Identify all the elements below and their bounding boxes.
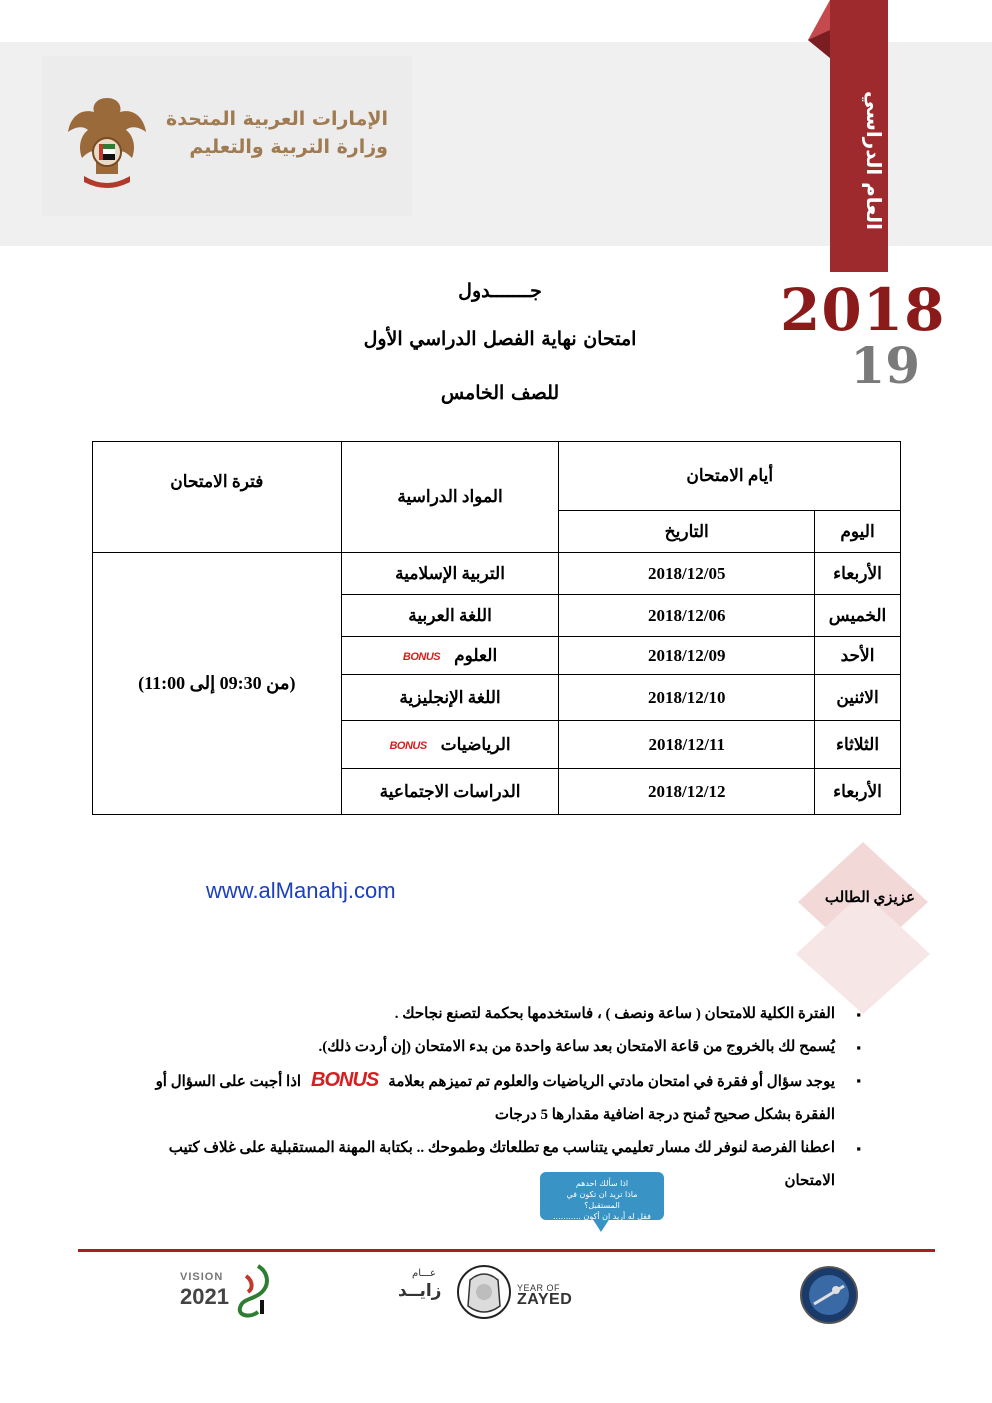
zayed-year-ar-small: عـــام — [412, 1268, 436, 1279]
bubble-line2: ماذا تريد ان تكون في المستقبل؟ — [566, 1190, 638, 1210]
cell-day: الأحد — [815, 637, 901, 675]
cell-subject — [341, 721, 559, 769]
org-name-line1: الإمارات العربية المتحدة — [166, 108, 388, 130]
bubble-line1: اذا سألك احدهم — [575, 1179, 629, 1188]
notes-list — [150, 998, 865, 1198]
org-name-line2: وزارة التربية والتعليم — [189, 136, 388, 158]
header-day: اليوم — [815, 511, 901, 553]
cell-subject — [341, 595, 559, 637]
cell-date: 2018/12/10 — [559, 675, 815, 721]
cell-period — [93, 553, 342, 815]
zayed-year-en: ZAYED — [517, 1291, 573, 1308]
table-header-row — [93, 442, 901, 511]
cell-day: الثلاثاء — [815, 721, 901, 769]
note-text: يوجد سؤال أو فقرة في امتحان مادتي الرياضيات والعلوم تم تميزهم بعلامة — [388, 1074, 835, 1090]
table-row — [93, 553, 901, 595]
bonus-badge-icon: BONUS — [389, 739, 427, 752]
subject-label: العلوم — [454, 645, 498, 665]
period-value: (من 09:30 إلى 11:00) — [138, 673, 296, 693]
sheikh-zayed-portrait-icon — [456, 1262, 512, 1322]
cell-date: 2018/12/09 — [559, 637, 815, 675]
cell-day: الأربعاء — [815, 553, 901, 595]
vision-year: 2021 — [180, 1284, 229, 1309]
year-second: 19 — [850, 336, 920, 395]
list-item — [150, 1132, 865, 1198]
cell-subject — [341, 637, 559, 675]
title-exam: امتحان نهاية الفصل الدراسي الأول — [363, 328, 637, 350]
subject-label: الدراسات الاجتماعية — [379, 781, 521, 801]
notes-heading: عزيزي الطالب — [824, 890, 915, 906]
header-exam-days: أيام الامتحان — [559, 442, 901, 511]
diamond-decoration — [778, 840, 948, 1015]
cell-date: 2018/12/12 — [559, 769, 815, 815]
cell-date: 2018/12/06 — [559, 595, 815, 637]
uae-emblem-icon — [66, 92, 148, 192]
cell-date: 2018/12/11 — [559, 721, 815, 769]
note-text: يُسمح لك بالخروج من قاعة الامتحان بعد ساعة واحدة من بدء الامتحان (إن أردت ذلك). — [318, 1039, 835, 1055]
bonus-badge-icon: BONUS — [402, 650, 441, 663]
subject-label: اللغة العربية — [408, 605, 492, 625]
title-schedule: جـــــــدول — [458, 280, 542, 302]
vision-2021-logo-icon — [228, 1262, 276, 1318]
website-link[interactable]: www.alManahj.com — [206, 878, 396, 903]
bonus-mark-icon: BONUS — [311, 1069, 379, 1091]
title-grade: للصف الخامس — [440, 382, 560, 404]
cell-subject — [341, 553, 559, 595]
list-item — [150, 998, 865, 1031]
list-item — [150, 1064, 865, 1132]
cell-day: الخميس — [815, 595, 901, 637]
speech-bubble-text — [548, 1178, 656, 1222]
subject-label: الرياضيات — [440, 734, 511, 754]
footer-divider — [78, 1249, 935, 1252]
note-text: اعطنا الفرصة لنوفر لك مسار تعليمي يتناسب مع تطلعاتك وطموحك .. بكتابة المهنة المستقبلية على غلاف كتيب الامتحان — [168, 1140, 835, 1189]
vision-word: VISION — [180, 1271, 224, 1283]
khalifasat-badge-icon — [800, 1266, 858, 1324]
header-date: التاريخ — [559, 511, 815, 553]
note-text: الفترة الكلية للامتحان ( ساعة ونصف ) ، فاستخدمها بحكمة لتصنع نجاحك . — [394, 1006, 835, 1022]
exam-schedule-table — [92, 441, 901, 815]
list-item — [150, 1031, 865, 1064]
cell-subject — [341, 675, 559, 721]
zayed-year-ar: زايــد — [398, 1281, 442, 1301]
note-text: اذا أجبت على السؤال أو الفقرة بشكل صحيح تُمنح درجة اضافية مقدارها 5 درجات — [155, 1074, 835, 1123]
subject-label: اللغة الإنجليزية — [399, 687, 501, 707]
header-period: فترة الامتحان — [93, 442, 342, 553]
zayed-year-en-small: YEAR OF — [517, 1283, 561, 1293]
cell-day: الاثنين — [815, 675, 901, 721]
cell-day: الأربعاء — [815, 769, 901, 815]
year-first: 2018 — [780, 276, 946, 344]
bubble-line3: فقل له أريد ان أكون ........... — [553, 1212, 651, 1221]
header-subjects: المواد الدراسية — [341, 442, 559, 553]
cell-subject — [341, 769, 559, 815]
cell-date: 2018/12/05 — [559, 553, 815, 595]
subject-label: التربية الإسلامية — [395, 563, 505, 583]
academic-year-label: العام الدراسي — [862, 90, 886, 230]
